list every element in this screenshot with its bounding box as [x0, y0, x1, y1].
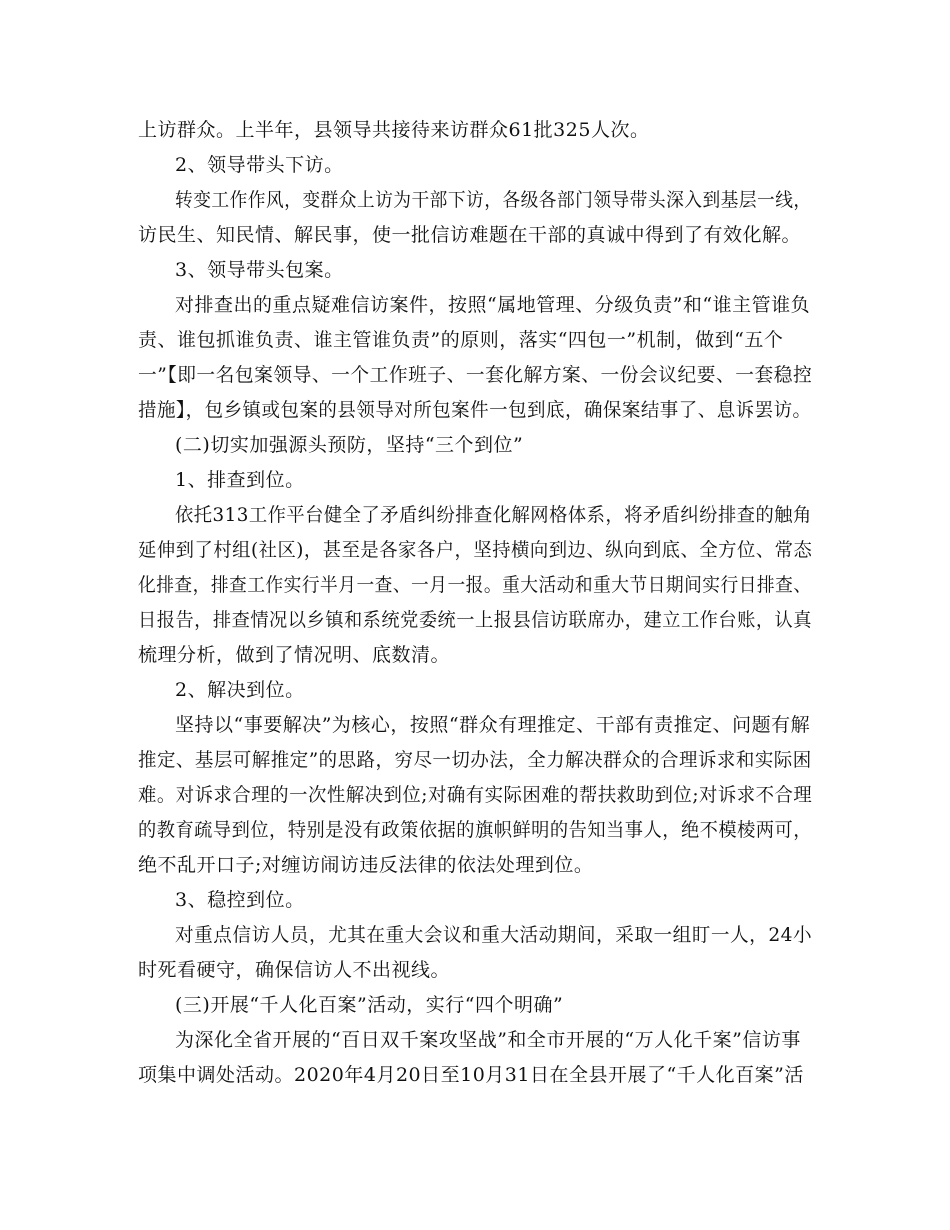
text-line: 责、谁包抓谁负责、谁主管谁负责”的原则，落实“四包一”机制，做到“五个 [138, 329, 784, 351]
section-heading: (三)开展“千人化百案”活动，实行“四个明确” [175, 994, 564, 1016]
text-line: 转变工作作风，变群众上访为干部下访，各级各部门领导带头深入到基层一线， [175, 189, 812, 211]
text-line: 3、领导带头包案。 [175, 259, 344, 281]
text-line: 项集中调处活动。2020年4月20日至10月31日在全县开展了“千人化百案”活 [138, 1064, 804, 1086]
text-line: 为深化全省开展的“百日双千案攻坚战”和全市开展的“万人化千案”信访事 [175, 1029, 801, 1051]
text-line: 化排查，排查工作实行半月一查、一月一报。重大活动和重大节日期间实行日排查、 [138, 574, 812, 596]
text-line: 日报告，排查情况以乡镇和系统党委统一上报县信访联席办，建立工作台账，认真 [138, 609, 813, 631]
text-line: 坚持以“事要解决”为核心，按照“群众有理推定、干部有责推定、问题有解 [175, 714, 811, 736]
text-line: 对重点信访人员，尤其在重大会议和重大活动期间，采取一组盯一人，24小 [175, 924, 813, 946]
text-line: 延伸到了村组(社区)，甚至是各家各户，坚持横向到边、纵向到底、全方位、常态 [138, 539, 813, 561]
text-line: 一”【即一名包案领导、一个工作班子、一套化解方案、一份会议纪要、一套稳控 [138, 364, 813, 386]
subsection-heading: 1、排查到位。 [175, 469, 305, 491]
subsection-heading: 3、稳控到位。 [175, 889, 305, 911]
text-line: 梳理分析，做到了情况明、底数清。 [138, 644, 451, 666]
text-line: 绝不乱开口子;对缠访闹访违反法律的依法处理到位。 [138, 854, 594, 876]
text-line: 时死看硬守，确保信访人不出视线。 [138, 959, 451, 981]
text-line: 推定、基层可解推定”的思路，穷尽一切办法，全力解决群众的合理诉求和实际困 [138, 749, 812, 771]
section-heading: (二)切实加强源头预防，坚持“三个到位” [175, 434, 524, 456]
text-line: 措施】，包乡镇或包案的县领导对所包案件一包到底，确保案结事了、息诉罢访。 [138, 399, 812, 421]
text-line: 2、领导带头下访。 [175, 154, 344, 176]
text-line: 对排查出的重点疑难信访案件，按照“属地管理、分级负责”和“谁主管谁负 [175, 294, 811, 316]
text-line: 依托313工作平台健全了矛盾纠纷排查化解网格体系，将矛盾纠纷排查的触角 [175, 504, 812, 526]
text-line: 难。对诉求合理的一次性解决到位;对确有实际困难的帮扶救助到位;对诉求不合理 [138, 784, 813, 806]
text-line: 访民生、知民情、解民事，使一批信访难题在干部的真诚中得到了有效化解。 [138, 224, 802, 246]
text-line: 的教育疏导到位，特别是没有政策依据的旗帜鲜明的告知当事人，绝不模棱两可， [138, 819, 813, 841]
subsection-heading: 2、解决到位。 [175, 679, 305, 701]
text-line: 上访群众。上半年，县领导共接待来访群众61批325人次。 [138, 119, 650, 141]
